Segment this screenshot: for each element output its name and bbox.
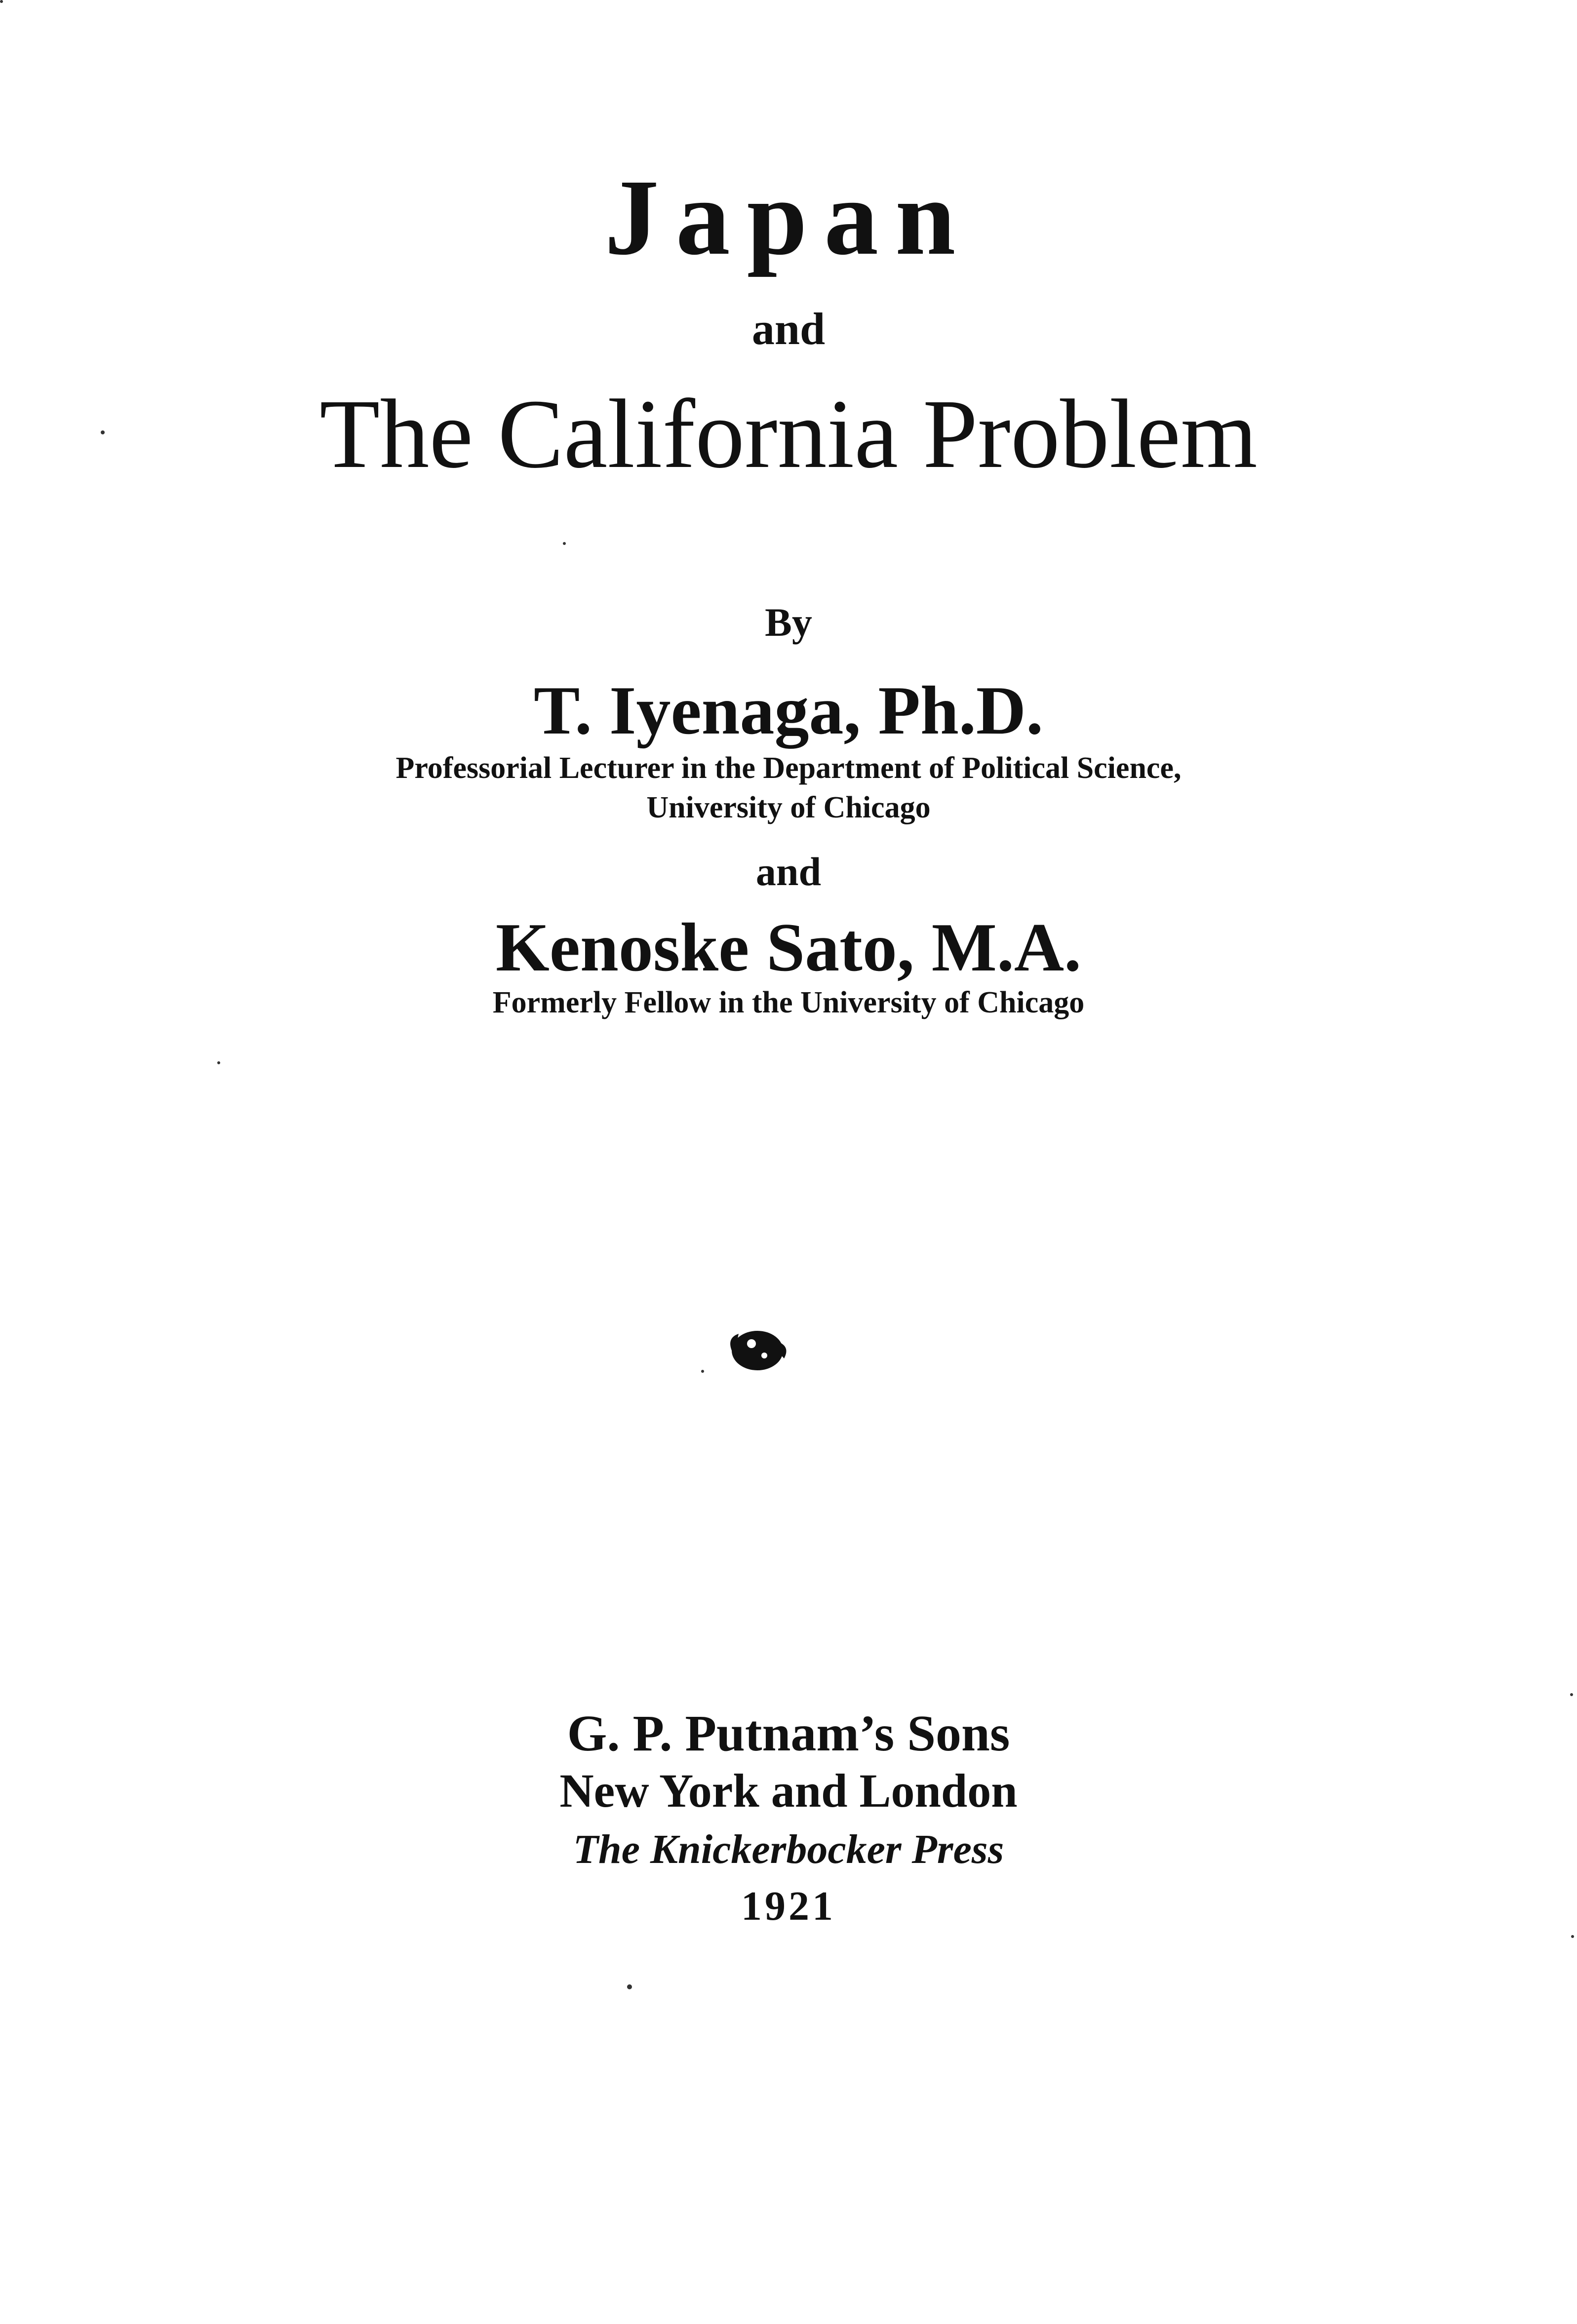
scan-speck	[101, 430, 105, 434]
book-subtitle: The California Problem	[319, 380, 1258, 489]
author-affiliation-2: Formerly Fellow in the University of Chicago	[492, 986, 1085, 1019]
byline-conjunction: and	[755, 849, 822, 894]
publication-year: 1921	[741, 1883, 836, 1929]
scan-speck	[217, 1061, 220, 1064]
publisher-cities: New York and London	[559, 1764, 1018, 1817]
byline-by: By	[765, 600, 812, 645]
scan-speck	[0, 0, 3, 3]
scan-speck	[563, 542, 566, 545]
author-name-1: T. Iyenaga, Ph.D.	[534, 672, 1043, 749]
author-affiliation-1-line-2: University of Chicago	[646, 791, 931, 824]
book-title: Japan	[604, 157, 973, 277]
author-affiliation-1: Professorial Lecturer in the Department of Political Science,	[395, 751, 1182, 785]
publisher-device-icon	[722, 1323, 791, 1377]
publisher-name: G. P. Putnam’s Sons	[567, 1705, 1010, 1762]
scan-speck	[701, 1370, 704, 1373]
scan-speck	[627, 1984, 632, 1989]
title-conjunction: and	[751, 304, 826, 354]
press-name: The Knickerbocker Press	[573, 1826, 1004, 1872]
scan-speck	[1571, 1935, 1574, 1938]
scan-speck	[1570, 1693, 1573, 1696]
author-name-2: Kenoske Sato, M.A.	[495, 909, 1082, 986]
